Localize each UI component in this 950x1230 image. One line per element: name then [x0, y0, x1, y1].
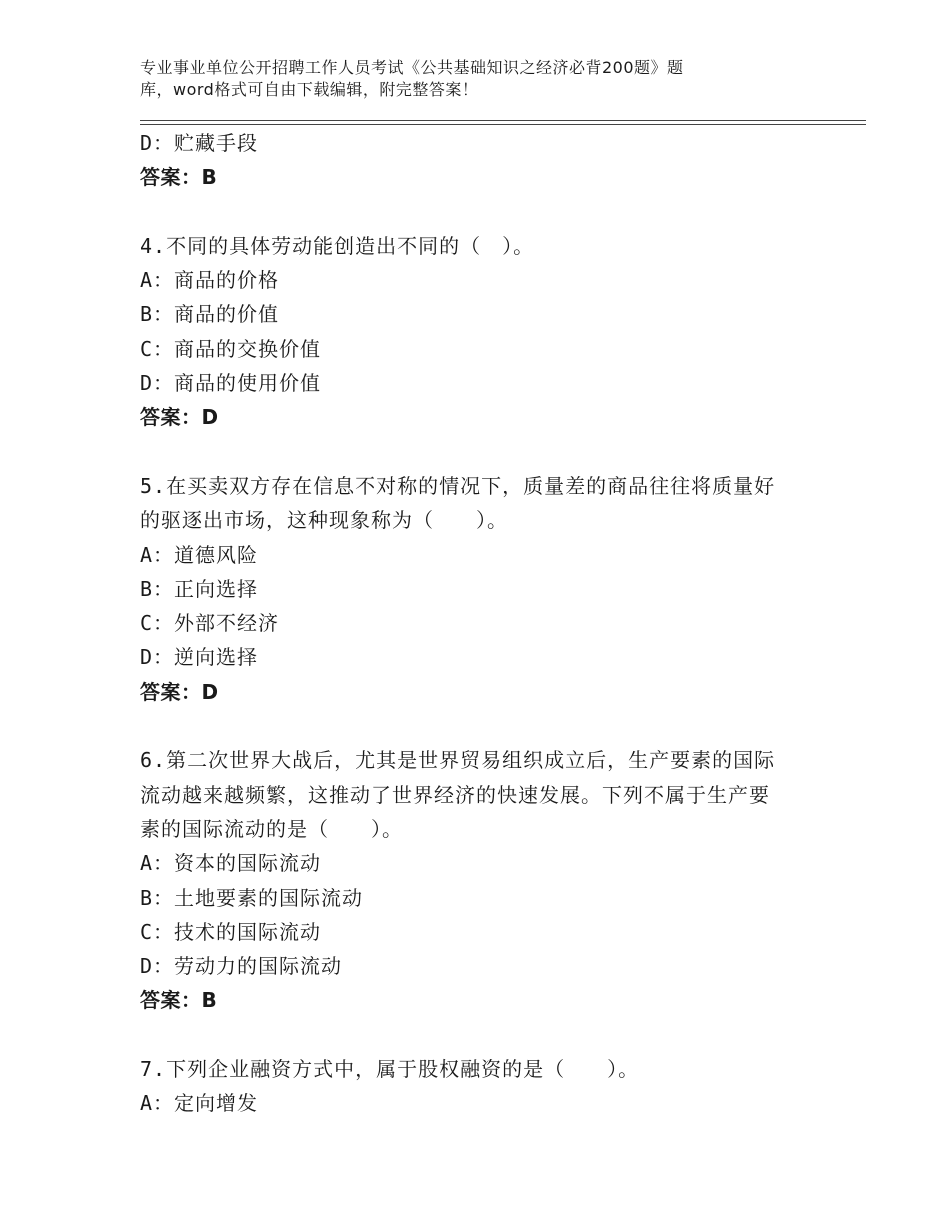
- option-line: C：外部不经济: [140, 611, 280, 636]
- document-body: [140, 126, 840, 1121]
- document-header: [140, 57, 780, 101]
- option-line: D：逆向选择: [140, 645, 259, 670]
- option-line: B：土地要素的国际流动: [140, 885, 364, 910]
- option-line: D：商品的使用价值: [140, 371, 322, 396]
- option-line: D：劳动力的国际流动: [140, 954, 343, 979]
- option-line: A：商品的价格: [140, 268, 280, 293]
- question-block: [140, 743, 840, 1017]
- question-block: [140, 229, 840, 435]
- question-block: [140, 1052, 840, 1121]
- header-rule: [140, 124, 866, 125]
- question-stem: 的驱逐出市场，这种现象称为（ ）。: [140, 508, 508, 533]
- option-line: A：资本的国际流动: [140, 851, 322, 876]
- question-stem: 5.在买卖双方存在信息不对称的情况下，质量差的商品往往将质量好: [140, 473, 776, 498]
- option-line: C：商品的交换价值: [140, 336, 322, 361]
- paragraph-gap: [140, 1018, 840, 1052]
- paragraph-gap: [140, 195, 840, 229]
- paragraph-gap: [140, 435, 840, 469]
- option-line: D：贮藏手段: [140, 131, 259, 155]
- question-stem: 6.第二次世界大战后，尤其是世界贸易组织成立后，生产要素的国际: [140, 748, 776, 773]
- header-line: 库，word格式可自由下载编辑，附完整答案！: [140, 80, 479, 99]
- option-line: B：商品的价值: [140, 302, 280, 327]
- question-stem: 流动越来越频繁，这推动了世界经济的快速发展。下列不属于生产要: [140, 782, 770, 807]
- question-stem: 7.下列企业融资方式中，属于股权融资的是（ ）。: [140, 1057, 640, 1082]
- paragraph-gap: [140, 709, 840, 743]
- answer-line: 答案：B: [140, 988, 218, 1013]
- header-rule: [140, 120, 866, 121]
- answer-line: 答案：D: [140, 679, 219, 704]
- header-line: 专业事业单位公开招聘工作人员考试《公共基础知识之经济必背200题》题: [140, 58, 684, 77]
- question-block: [140, 469, 840, 709]
- option-line: C：技术的国际流动: [140, 919, 322, 944]
- question-stem: 4.不同的具体劳动能创造出不同的（ ）。: [140, 233, 535, 258]
- answer-line: 答案：D: [140, 405, 219, 430]
- option-line: A：定向增发: [140, 1091, 259, 1116]
- option-line: A：道德风险: [140, 542, 259, 567]
- answer-line: 答案：B: [140, 165, 218, 190]
- option-line: B：正向选择: [140, 576, 259, 601]
- question-stem: 素的国际流动的是（ ）。: [140, 816, 403, 841]
